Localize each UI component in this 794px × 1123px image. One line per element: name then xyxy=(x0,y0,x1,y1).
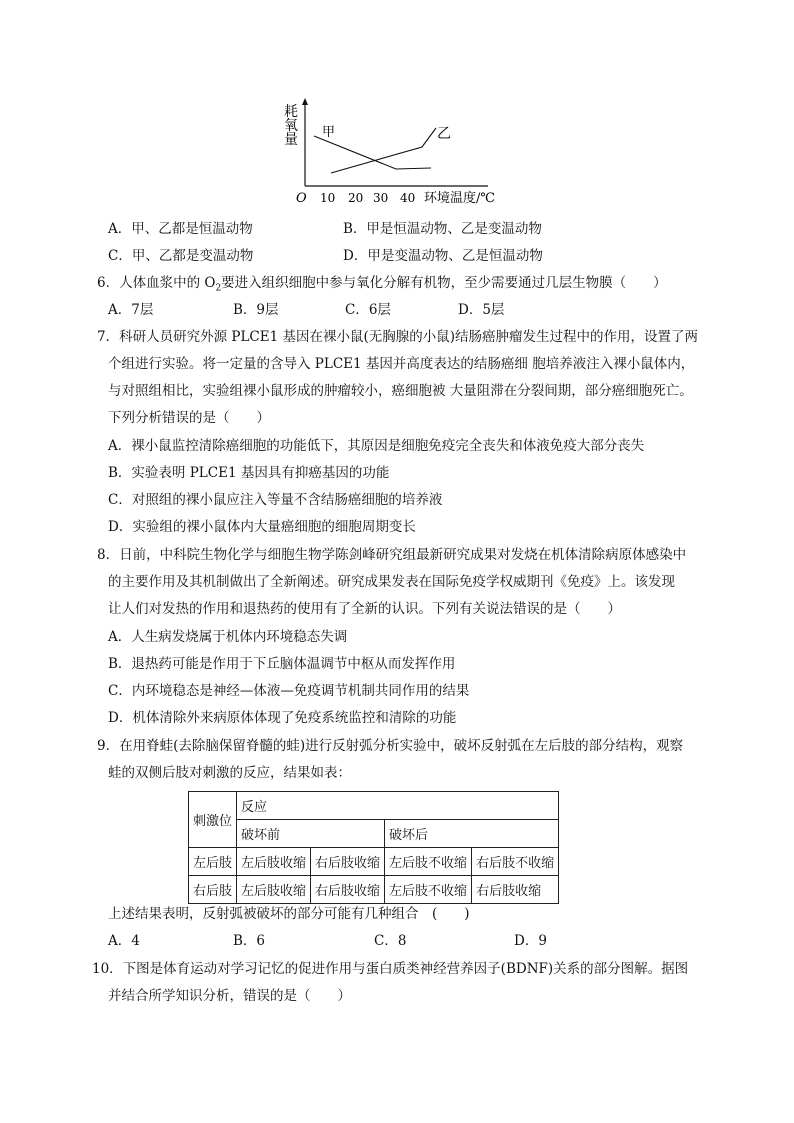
curve-label-yi: 乙 xyxy=(437,126,451,142)
q6-option-d: D．5层 xyxy=(458,302,505,318)
origin-label: O xyxy=(296,191,307,206)
table-cell: 右后肢收缩 xyxy=(472,876,559,904)
q8-stem-line: 的主要作用及其机制做出了全新阐述。研究成果发表在国际免疫学权威期刊《免疫》上。该发现 xyxy=(108,574,675,590)
y-axis-arrow xyxy=(302,98,308,105)
q10-stem-line: 并结合所学知识分析，错误的是（ ） xyxy=(108,988,351,1004)
table-cell: 左后肢不收缩 xyxy=(385,876,472,904)
oxygen-temperature-graph xyxy=(276,96,526,210)
q9-option-b: B．6 xyxy=(233,933,266,949)
q6-stem xyxy=(97,274,667,298)
q10-stem-line: 10．下图是体育运动对学习记忆的促进作用与蛋白质类神经营养因子(BDNF)关系的部分图解。据图 xyxy=(92,961,689,977)
q6-stem-sub: 2 xyxy=(215,283,222,294)
q8-stem-line: 8．日前，中科院生物化学与细胞生物学陈剑峰研究组最新研究成果对发烧在机体清除病原体感染中 xyxy=(97,547,687,563)
q6-stem-pre: 6．人体血浆中的 O xyxy=(97,275,216,291)
table-cell: 右后肢不收缩 xyxy=(472,848,559,876)
y-axis-label-char: 量 xyxy=(284,132,298,148)
q9-conclusion: 上述结果表明，反射弧被破坏的部分可能有几种组合 ( ) xyxy=(108,906,470,922)
x-tick-label: 40 xyxy=(400,191,416,205)
q9-option-c: C．8 xyxy=(374,933,407,949)
table-cell: 左后肢收缩 xyxy=(237,848,311,876)
table-header-after: 破坏后 xyxy=(385,820,559,848)
table-cell: 右后肢收缩 xyxy=(311,876,385,904)
q8-option-b: B．退热药可能是作用于下丘脑体温调节中枢从而发挥作用 xyxy=(108,656,456,672)
table-header-before: 破坏前 xyxy=(237,820,385,848)
q7-option-c: C．对照组的裸小鼠应注入等量不含结肠癌细胞的培养液 xyxy=(108,492,443,508)
table-cell: 左后肢 xyxy=(189,848,237,876)
x-axis-label: 环境温度/℃ xyxy=(424,191,495,206)
curve-jia xyxy=(314,136,431,169)
y-axis-label-char: 耗 xyxy=(284,104,298,120)
q7-option-a: A．裸小鼠监控清除癌细胞的功能低下，其原因是细胞免疫完全丧失和体液免疫大部分丧失 xyxy=(108,438,645,454)
curve-label-jia: 甲 xyxy=(322,125,336,140)
q7-option-b: B．实验表明 PLCE1 基因具有抑癌基因的功能 xyxy=(108,465,390,481)
q7-stem-line: 7．科研人员研究外源 PLCE1 基因在裸小鼠(无胸腺的小鼠)结肠癌肿瘤发生过程中的作用，设置了两 xyxy=(97,329,699,345)
reflex-result-table xyxy=(188,791,559,904)
curve-yi xyxy=(331,128,436,173)
q5-option-d: D．甲是变温动物、乙是恒温动物 xyxy=(343,248,543,264)
x-tick-label: 20 xyxy=(348,191,364,205)
table-row xyxy=(189,848,559,876)
q6-option-c: C．6层 xyxy=(345,302,391,318)
q7-stem-line: 下列分析错误的是（ ） xyxy=(108,410,270,426)
q6-stem-post: 要进入组织细胞中参与氧化分解有机物，至少需要通过几层生物膜（ ） xyxy=(221,275,667,291)
table-header-stimulus: 刺激位 xyxy=(189,792,237,848)
q7-option-d: D．实验组的裸小鼠体内大量癌细胞的细胞周期变长 xyxy=(108,519,416,535)
x-tick-label: 30 xyxy=(373,191,389,205)
q8-option-c: C．内环境稳态是神经—体液—免疫调节机制共同作用的结果 xyxy=(108,683,470,699)
table-cell: 左后肢不收缩 xyxy=(385,848,472,876)
table-row xyxy=(189,876,559,904)
q7-stem-line: 个组进行实验。将一定量的含导入 PLCE1 基因并高度表达的结肠癌细 胞培养液注入裸小鼠体内， xyxy=(108,356,695,372)
table-cell: 右后肢 xyxy=(189,876,237,904)
x-tick-label: 10 xyxy=(320,191,336,205)
q8-option-a: A．人生病发烧属于机体内环境稳态失调 xyxy=(108,629,348,645)
q9-stem-line: 蛙的双侧后肢对刺激的反应，结果如表： xyxy=(108,765,351,781)
q5-option-a: A．甲、乙都是恒温动物 xyxy=(108,221,253,237)
q9-stem-line: 9．在用脊蛙(去除脑保留脊髓的蛙)进行反射弧分析实验中，破坏反射弧在左后肢的部分结构，观察 xyxy=(97,738,684,754)
q5-option-c: C．甲、乙都是变温动物 xyxy=(108,248,254,264)
q9-option-d: D．9 xyxy=(514,933,547,949)
q8-stem-line: 让人们对发热的作用和退热药的使用有了全新的认识。下列有关说法错误的是（ ） xyxy=(108,601,621,617)
table-cell: 右后肢收缩 xyxy=(311,848,385,876)
y-axis-label-char: 氧 xyxy=(284,118,298,134)
table-header-response: 反应 xyxy=(237,792,559,820)
q5-option-b: B．甲是恒温动物、乙是变温动物 xyxy=(343,221,542,237)
q9-option-a: A．4 xyxy=(108,933,140,949)
table-cell: 左后肢收缩 xyxy=(237,876,311,904)
q8-option-d: D．机体清除外来病原体体现了免疫系统监控和清除的功能 xyxy=(108,710,457,726)
q6-option-a: A．7层 xyxy=(108,302,154,318)
q6-option-b: B．9层 xyxy=(233,302,279,318)
q7-stem-line: 与对照组相比，实验组裸小鼠形成的肿瘤较小，癌细胞被 大量阻滞在分裂间期，部分癌细胞死亡。 xyxy=(108,383,693,399)
